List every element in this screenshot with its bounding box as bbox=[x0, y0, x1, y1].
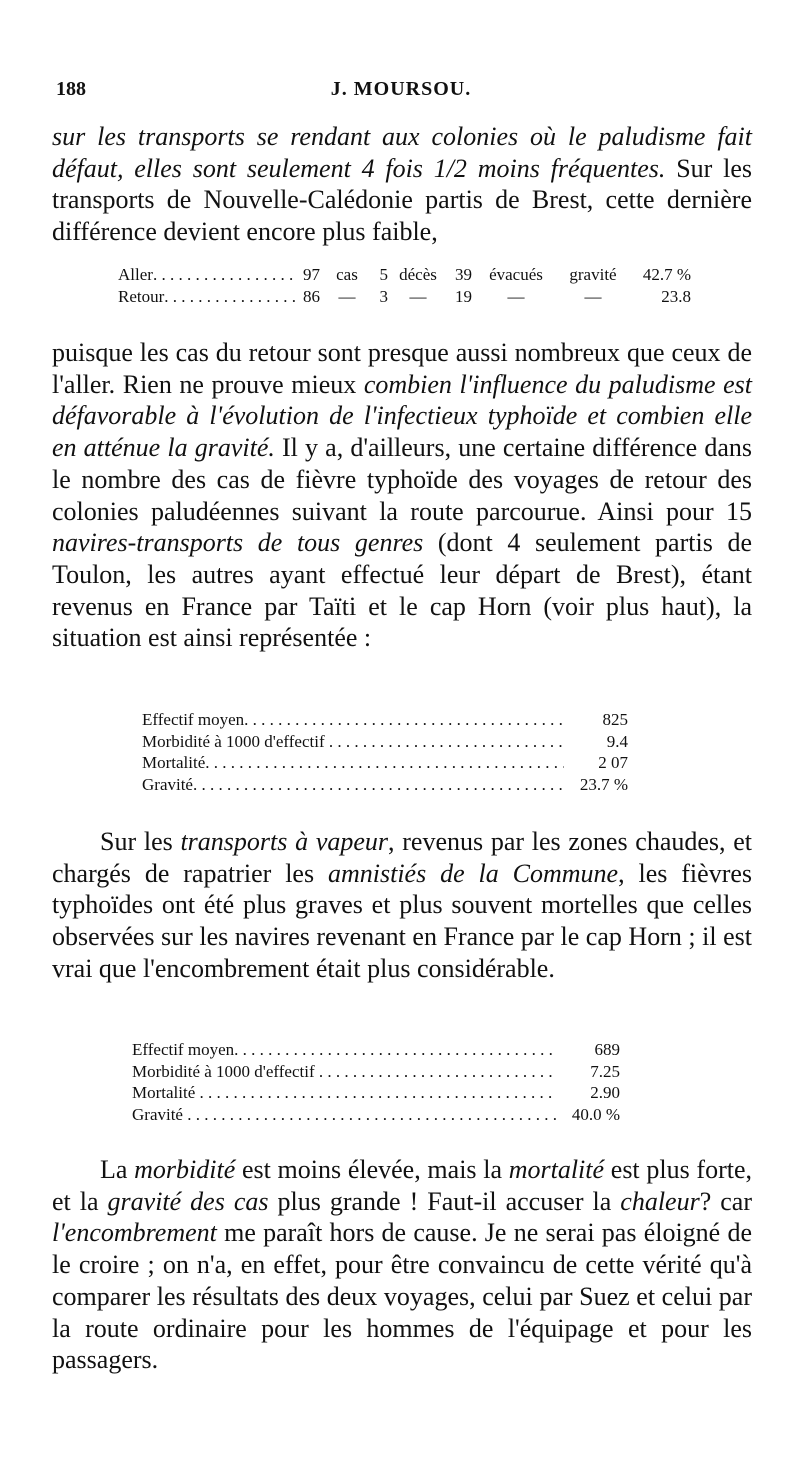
text-span: Sur les transports de Nouvelle-Calédonie partis de Brest, cette dernière différence devient encore plus faible, bbox=[52, 153, 753, 247]
text-span: ? car bbox=[699, 1186, 752, 1216]
text-span: Il y a, d'ailleurs, une certaine différence dans le nombre des cas de fièvre typhoïde des voyages de retour des colonies paludéennes suivant la route parcourue. Ainsi pour 15 bbox=[52, 433, 752, 526]
text-span: puisque les cas du retour sont presque aussi nombreux que ceux de l'aller. Rien ne prouve mieux bbox=[52, 338, 752, 399]
row-label: Retour bbox=[118, 286, 165, 306]
paragraph-2-text bbox=[52, 337, 752, 654]
text-span: combien l'influence du paludisme est défavorable à l'évolution de l'infectieux typhoïde et combien elle en atténue la gravité. bbox=[52, 369, 752, 463]
text-span: navires-transports de tous genres bbox=[52, 528, 424, 558]
table-row bbox=[132, 1039, 620, 1061]
cell-gravite: 23.8 bbox=[661, 286, 691, 306]
row-value: 7.25 bbox=[590, 1061, 620, 1081]
table-taiti-cap-horn bbox=[142, 709, 628, 795]
text-span: Sur les bbox=[100, 827, 181, 856]
table-row bbox=[142, 709, 628, 731]
paragraph-4-text bbox=[52, 1154, 752, 1376]
cell-evacues-unit: évacués bbox=[489, 265, 543, 284]
row-label: Gravité. . . . bbox=[142, 774, 564, 796]
cell-cas-unit: cas bbox=[336, 265, 358, 284]
row-value: 825 bbox=[602, 710, 628, 729]
row-value: 689 bbox=[594, 1040, 620, 1059]
text-span: mortalité bbox=[508, 1155, 605, 1184]
cell-deces-unit: — bbox=[409, 286, 427, 306]
table-row bbox=[142, 752, 628, 774]
cell-evacues-unit: — bbox=[507, 286, 525, 306]
text-span: plus grande ! Faut-il accuser la bbox=[268, 1186, 621, 1216]
text-span: , revenus par les zones chaudes, et chargés de rapatrier les bbox=[52, 827, 753, 888]
row-label: Mortalité. . . . bbox=[142, 752, 564, 774]
text-span: transports à vapeur bbox=[180, 827, 389, 856]
row-label: Morbidité à 1000 d'effectif . . . bbox=[142, 731, 564, 753]
row-value: 40.0 % bbox=[571, 1104, 620, 1124]
table-row bbox=[142, 731, 628, 753]
text-span: sur les transports se rendant aux colonies où le paludisme fait défaut, elles sont seulement 4 fois 1/2 moins fréquentes. bbox=[52, 122, 752, 183]
paragraph-3 bbox=[52, 826, 752, 985]
text-span: l'encombrement bbox=[52, 1218, 217, 1248]
page-header bbox=[56, 78, 746, 108]
table-row bbox=[132, 1082, 620, 1104]
text-span: morbidité bbox=[134, 1155, 236, 1184]
paragraph-1-text bbox=[52, 121, 752, 248]
row-label: Aller bbox=[118, 265, 153, 284]
cell-gravite: 42.7 % bbox=[642, 265, 691, 284]
text-span: La bbox=[100, 1155, 135, 1184]
cell-deces-unit: décès bbox=[399, 265, 437, 284]
running-head: J. MOURSOU. bbox=[330, 78, 472, 100]
text-span: me paraît hors de cause. Je ne serai pas éloigné de le croire ; on n'a, en effet, pour être convaincu de cette vérité qu'à comparer les résultats des deux voyages, celui par Suez et celui par la route ordinaire pour les hommes de l'équipage et pour les passagers. bbox=[52, 1218, 752, 1375]
row-value: 2 07 bbox=[598, 753, 628, 772]
paragraph-4 bbox=[52, 1154, 752, 1376]
cell-evacues: 39 bbox=[455, 265, 472, 284]
row-label: Morbidité à 1000 d'effectif . . . bbox=[132, 1061, 556, 1083]
text-span: (dont 4 seulement partis de Toulon, les autres ayant effectué leur départ de Brest), étant revenus en France par Taïti et le cap Horn (voir plus haut), la situation est ainsi représentée : bbox=[52, 528, 752, 653]
paragraph-1 bbox=[52, 121, 752, 248]
text-span: gravité des cas bbox=[107, 1186, 269, 1216]
row-value: 9.4 bbox=[606, 731, 628, 751]
paragraph-2 bbox=[52, 337, 752, 654]
row-label: Effectif moyen. . . . bbox=[132, 1039, 556, 1061]
row-value: 2.90 bbox=[590, 1083, 620, 1102]
cell-deces: 5 bbox=[379, 265, 388, 284]
row-label: Gravité . . . bbox=[132, 1104, 556, 1126]
table-row bbox=[142, 774, 628, 796]
table-transports-vapeur bbox=[132, 1039, 620, 1125]
text-span: , les fièvres typhoïdes ont été plus graves et plus souvent mortelles que celles observées sur les navires revenant en France par le cap Horn ; il est vrai que l'encombrement était plus considérable. bbox=[52, 858, 753, 983]
page-number: 188 bbox=[56, 78, 86, 100]
cell-cas: 86 bbox=[303, 286, 320, 306]
cell-cas-unit: — bbox=[338, 286, 356, 306]
cell-evacues: 19 bbox=[455, 286, 472, 306]
cell-cas: 97 bbox=[303, 265, 320, 284]
table-row bbox=[118, 286, 693, 308]
text-span: chaleur bbox=[620, 1186, 700, 1216]
cell-gravite-label: — bbox=[584, 286, 602, 306]
cell-deces: 3 bbox=[379, 286, 388, 306]
table-row bbox=[118, 264, 693, 286]
table-aller-retour bbox=[118, 264, 693, 307]
paragraph-3-text bbox=[52, 826, 752, 985]
text-span: est plus forte, et la bbox=[52, 1155, 752, 1216]
table-row bbox=[132, 1104, 620, 1126]
text-span: est moins élevée, mais la bbox=[235, 1155, 509, 1184]
row-label: Effectif moyen. . . . bbox=[142, 709, 564, 731]
row-value: 23.7 % bbox=[579, 774, 628, 794]
text-span: amnistiés de la Commune bbox=[327, 858, 619, 888]
row-label: Mortalité . . . bbox=[132, 1082, 556, 1104]
cell-gravite-label: gravité bbox=[569, 265, 617, 284]
table-row bbox=[132, 1061, 620, 1083]
